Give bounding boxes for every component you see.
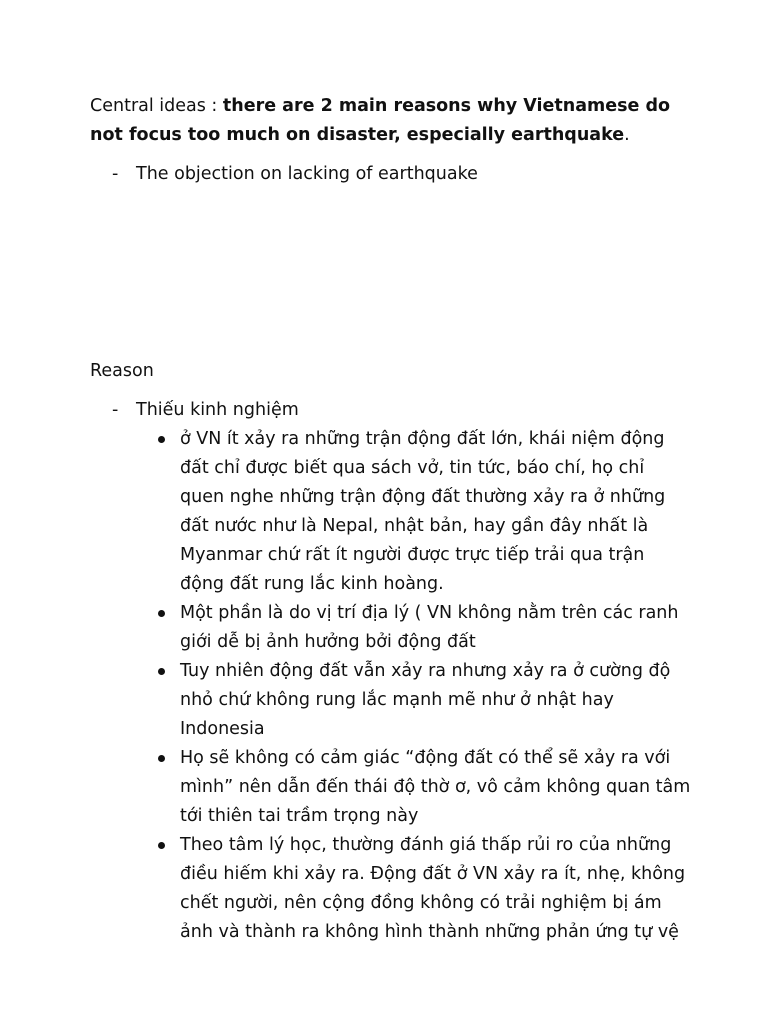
bullet-icon xyxy=(158,610,165,617)
list-item xyxy=(152,657,692,744)
bullet-text: ở VN ít xảy ra những trận động đất lớn, khái niệm động đất chỉ được biết qua sách vở, tin tức, báo chí, họ chỉ quen nghe những trận động đất thường xảy ra ở những đất nước như là Nepal, nhật bản, hay gần đây nhất là Myanmar chứ rất ít người được trực tiếp trải qua trận động đất rung lắc kinh hoàng. xyxy=(180,429,666,594)
reason-subheading-item xyxy=(90,396,710,425)
bullet-icon xyxy=(158,755,165,762)
reason-heading: Reason xyxy=(90,361,154,381)
dash-marker: - xyxy=(112,400,119,420)
bullet-icon xyxy=(158,436,165,443)
central-ideas-period: . xyxy=(624,125,630,145)
reason-subheading: Thiếu kinh nghiệm xyxy=(136,400,299,420)
central-ideas-statement: there are 2 main reasons why Vietnamese do not focus too much on disaster, especially earthquake xyxy=(90,96,671,145)
list-item xyxy=(152,831,692,947)
bullet-icon xyxy=(158,668,165,675)
dash-marker: - xyxy=(112,164,119,184)
objection-item xyxy=(90,160,710,189)
list-item xyxy=(152,599,692,657)
bullet-text: Họ sẽ không có cảm giác “động đất có thể sẽ xảy ra với mình” nên dẫn đến thái độ thờ ơ, vô cảm không quan tâm tới thiên tai trầm trọng này xyxy=(180,748,691,826)
central-ideas-paragraph xyxy=(90,92,690,150)
bullet-text: Một phần là do vị trí địa lý ( VN không nằm trên các ranh giới dễ bị ảnh hưởng bởi động đất xyxy=(180,603,679,652)
objection-text: The objection on lacking of earthquake xyxy=(136,164,478,184)
bullet-text: Theo tâm lý học, thường đánh giá thấp rủi ro của những điều hiếm khi xảy ra. Động đất ở VN xảy ra ít, nhẹ, không chết người, nên cộng đồng không có trải nghiệm bị ám ảnh và thành ra không hình thành những phản ứng tự vệ xyxy=(180,835,686,942)
reason-bullet-list xyxy=(152,425,692,947)
list-item xyxy=(152,744,692,831)
central-ideas-label: Central ideas : xyxy=(90,96,223,116)
list-item xyxy=(152,425,692,599)
bullet-text: Tuy nhiên động đất vẫn xảy ra nhưng xảy ra ở cường độ nhỏ chứ không rung lắc mạnh mẽ như ở nhật hay Indonesia xyxy=(180,661,671,739)
bullet-icon xyxy=(158,842,165,849)
